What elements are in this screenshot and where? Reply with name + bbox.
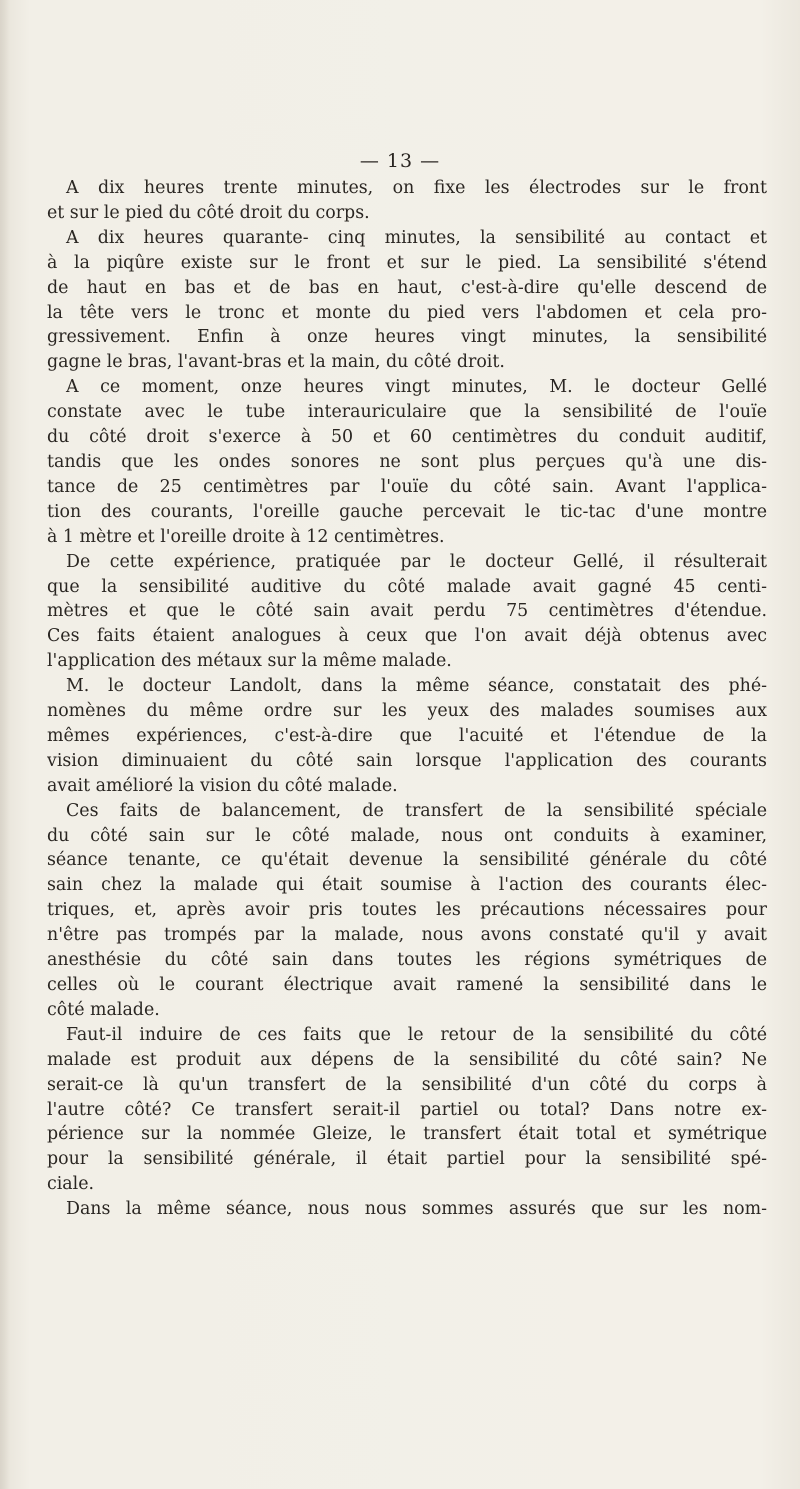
- text-line: vision diminuaient du côté sain lorsque l'application des courants: [47, 750, 767, 771]
- text-line: avait amélioré la vision du côté malade.: [47, 775, 398, 796]
- text-line: n'être pas trompés par la malade, nous avons constaté qu'il y avait: [47, 925, 767, 946]
- text-line: côté malade.: [47, 999, 160, 1020]
- text-line: la tête vers le tronc et monte du pied vers l'abdomen et cela pro-: [47, 302, 767, 323]
- text-line: serait-ce là qu'un transfert de la sensibilité d'un côté du corps à: [47, 1074, 767, 1095]
- text-line: triques, et, après avoir pris toutes les précautions nécessaires pour: [47, 900, 767, 921]
- text-line: Dans la même séance, nous nous sommes assurés que sur les nom-: [66, 1199, 767, 1220]
- text-line: à 1 mètre et l'oreille droite à 12 centimètres.: [47, 526, 445, 547]
- text-line: à la piqûre existe sur le front et sur le pied. La sensibilité s'étend: [47, 252, 767, 273]
- text-line: nomènes du même ordre sur les yeux des malades soumises aux: [47, 701, 767, 722]
- text-line: périence sur la nommée Gleize, le transfert était total et symétrique: [47, 1124, 767, 1145]
- text-line: ciale.: [47, 1174, 95, 1195]
- text-line: Faut-il induire de ces faits que le retour de la sensibilité du côté: [66, 1024, 767, 1045]
- text-line: Ces faits étaient analogues à ceux que l'on avait déjà obtenus avec: [47, 626, 767, 647]
- text-line: tandis que les ondes sonores ne sont plus perçues qu'à une dis-: [47, 451, 767, 472]
- body-text: [47, 176, 767, 1222]
- text-line: M. le docteur Landolt, dans la même séance, constatait des phé-: [66, 676, 767, 697]
- text-line: mêmes expériences, c'est-à-dire que l'acuité et l'étendue de la: [47, 725, 767, 746]
- text-line: A dix heures quarante- cinq minutes, la sensibilité au contact et: [66, 227, 767, 248]
- text-line: séance tenante, ce qu'était devenue la sensibilité générale du côté: [47, 850, 767, 871]
- text-line: constate avec le tube interauriculaire que la sensibilité de l'ouïe: [47, 402, 767, 423]
- text-line: que la sensibilité auditive du côté malade avait gagné 45 centi-: [47, 576, 767, 597]
- text-line: De cette expérience, pratiquée par le docteur Gellé, il résulterait: [66, 551, 767, 572]
- text-line: et sur le pied du côté droit du corps.: [47, 202, 370, 223]
- text-line: du côté sain sur le côté malade, nous ont conduits à examiner,: [47, 825, 767, 846]
- text-line: anesthésie du côté sain dans toutes les régions symétriques de: [47, 950, 767, 971]
- page-binding-shadow: [0, 0, 10, 1489]
- text-line: tance de 25 centimètres par l'ouïe du côté sain. Avant l'applica-: [47, 476, 767, 497]
- text-line: sain chez la malade qui était soumise à l'action des courants élec-: [47, 875, 767, 896]
- text-line: A dix heures trente minutes, on fixe les électrodes sur le front: [66, 178, 767, 198]
- text-line: gressivement. Enfin à onze heures vingt minutes, la sensibilité: [47, 327, 767, 348]
- text-line: mètres et que le côté sain avait perdu 75 centimètres d'étendue.: [47, 601, 767, 622]
- text-line: malade est produit aux dépens de la sensibilité du côté sain? Ne: [47, 1049, 767, 1070]
- text-line: celles où le courant électrique avait ramené la sensibilité dans le: [47, 975, 767, 995]
- text-line: Ces faits de balancement, de transfert de la sensibilité spéciale: [66, 800, 767, 821]
- text-line: tion des courants, l'oreille gauche percevait le tic-tac d'une montre: [47, 501, 767, 522]
- text-line: de haut en bas et de bas en haut, c'est-à-dire qu'elle descend de: [47, 277, 767, 298]
- text-line: pour la sensibilité générale, il était partiel pour la sensibilité spé-: [47, 1149, 767, 1170]
- text-line: A ce moment, onze heures vingt minutes, M. le docteur Gellé: [66, 377, 767, 398]
- text-line: l'autre côté? Ce transfert serait-il partiel ou total? Dans notre ex-: [47, 1099, 767, 1120]
- page-number: — 13 —: [359, 150, 441, 172]
- text-line: l'application des métaux sur la même malade.: [47, 651, 452, 672]
- text-line: du côté droit s'exerce à 50 et 60 centimètres du conduit auditif,: [47, 427, 767, 448]
- text-line: gagne le bras, l'avant-bras et la main, du côté droit.: [47, 352, 505, 373]
